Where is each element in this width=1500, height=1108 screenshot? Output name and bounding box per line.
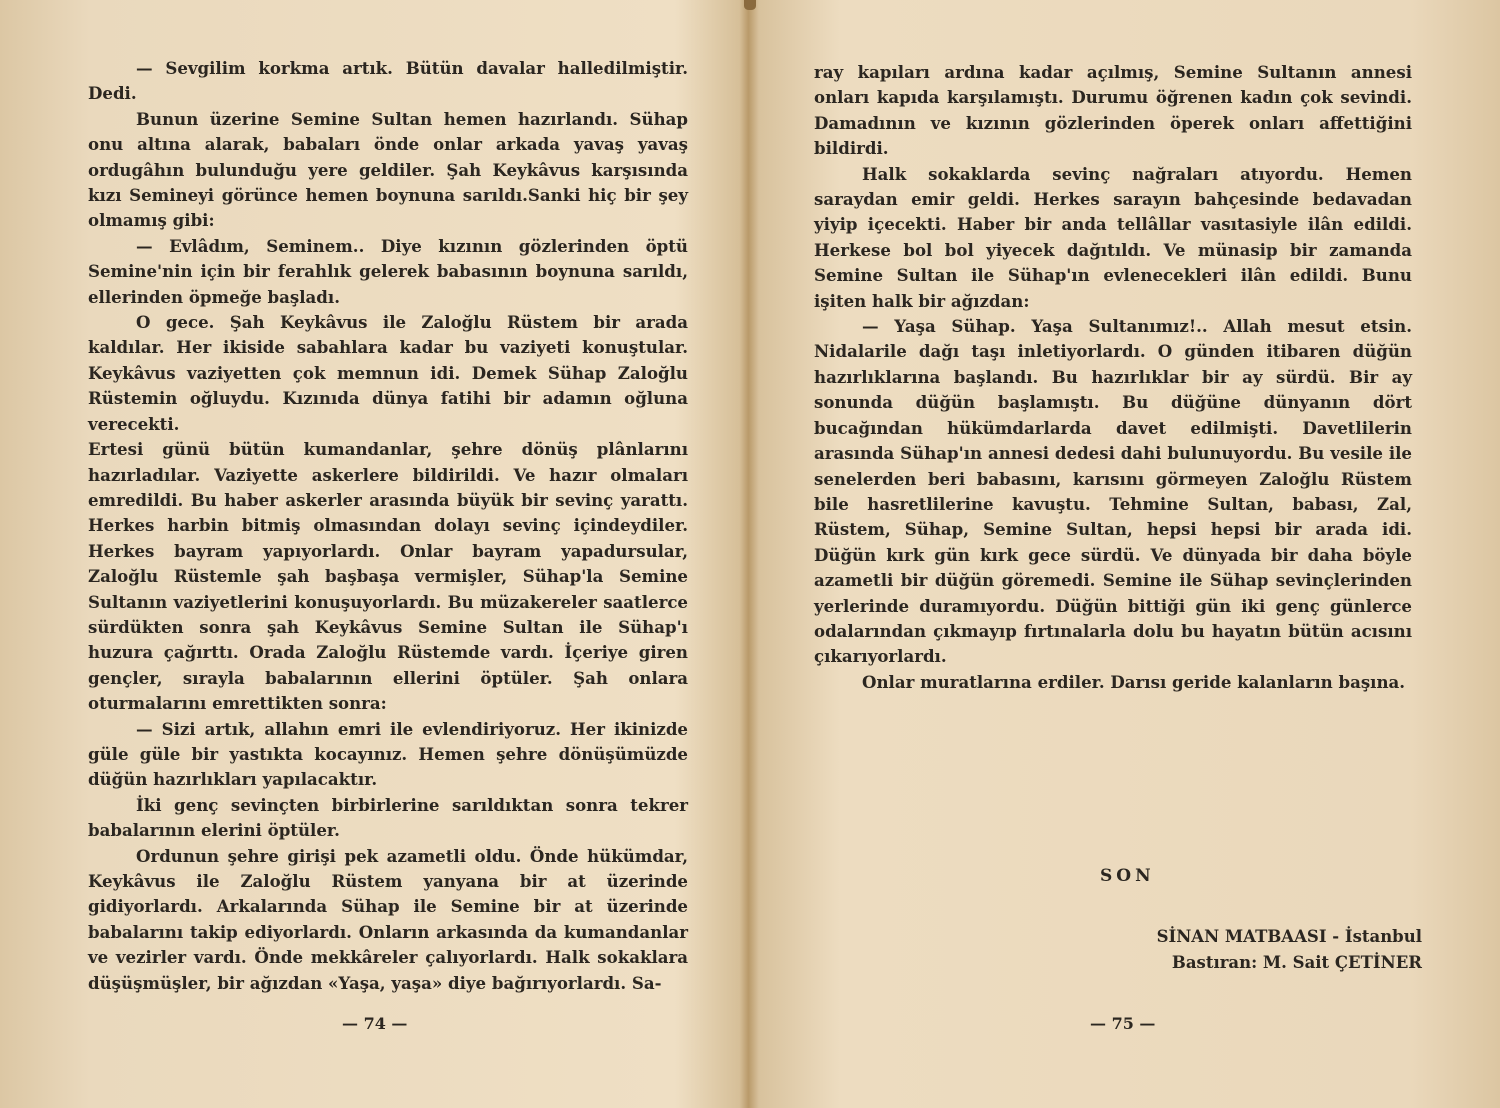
end-mark: SON bbox=[1100, 866, 1155, 886]
paragraph: Onlar muratlarına erdiler. Darısı geride kalanların başına. bbox=[862, 671, 1406, 692]
paragraph: Halk sokaklarda sevinç nağraları atıyordu. Hemen saraydan emir geldi. Herkes sarayın bahçesinde bedavadan yiyip içecekti. Haber bir anda tellâllar vasıtasiyle ilân edildi. Herkese bol bol yiyecek dağıtıldı. Ve münasip bir zamanda Semine Sultan ile Sühap'ın evlenecekleri ilân edildi. Bunu işiten halk bir ağızdan: bbox=[814, 163, 1412, 311]
paragraph: — Evlâdım, Seminem.. Diye kızının gözlerinden öptü Semine'nin için bir ferahlık gelerek babasının boynuna sarıldı, ellerinden öpmeğe başladı. bbox=[88, 235, 688, 307]
paragraph: — Sevgilim korkma artık. Bütün davalar halledilmiştir. Dedi. bbox=[88, 58, 688, 104]
page-number: — 75 — bbox=[1090, 1014, 1156, 1033]
paragraph: — Yaşa Sühap. Yaşa Sultanımız!.. Allah mesut etsin. Nidalarile dağı taşı inletiyorlardı. O günden itibaren düğün hazırlıklarına başlandı. Bu hazırlıklar bir ay sürdü. Bir ay sonunda düğün başlamıştı. Bu düğüne dünyanın dört bucağından hükümdarlarda davet edilmişti. Davetlilerin arasında Sühap'ın annesi dedesi dahi bulunuyordu. Bu vesile ile senelerden beri babasını, karısını görmeyen Zaloğlu Rüstem bile hasretlilerine kavuştu. Tehmine Sultan, babası, Zal, Rüstem, Sühap, Semine Sultan, hepsi hepsi bir arada idi. Düğün kırk gün kırk gece sürdü. Ve dünyada bir daha böyle azametli bir düğün göremedi. Semine ile Sühap sevinçlerinden yerlerinde duramıyordu. Düğün bittiği gün iki genç günlerce odalarından çıkmayıp fırtınalarla dolu bu hayatın bütün acısını çıkarıyorlardı. bbox=[814, 316, 1412, 667]
paragraph: O gece. Şah Keykâvus ile Zaloğlu Rüstem bir arada kaldılar. Her ikiside sabahlara kadar bu vaziyeti konuştular. Keykâvus vaziyetten çok memnun idi. Demek Sühap Zaloğlu Rüstemin oğluydu. Kızınıda dünya fatihi bir adamın oğluna verecekti. bbox=[88, 312, 688, 434]
imprint bbox=[1132, 924, 1422, 976]
paragraph: ray kapıları ardına kadar açılmış, Semine Sultanın annesi onları kapıda karşılamıştı. Durumu öğrenen kadın çok sevindi. Damadının ve kızının gözlerinden öperek onları affettiğini bildirdi. bbox=[814, 62, 1412, 159]
paragraph: — Sizi artık, allahın emri ile evlendiriyoruz. Her ikinizde güle güle bir yastıkta kocayınız. Hemen şehre dönüşümüzde düğün hazırlıkları yapılacaktır. bbox=[88, 718, 688, 790]
paragraph: Ordunun şehre girişi pek azametli oldu. Önde hükümdar, Keykâvus ile Zaloğlu Rüstem yanyana bir at üzerinde gidiyorlardı. Arkalarında Sühap ile Semine bir at üzerinde babalarını takip ediyorlardı. Onların arkasında da kumandanlar ve vezirler vardı. Önde mekkâreler çalıyorlardı. Halk sokaklara düşüşmüşler, bir ağızdan «Yaşa, yaşa» diye bağırıyorlardı. Sa- bbox=[88, 845, 688, 993]
left-page bbox=[0, 0, 748, 1108]
printed-by-line: Bastıran: M. Sait ÇETİNER bbox=[1171, 953, 1422, 972]
page-number: — 74 — bbox=[342, 1014, 408, 1033]
paragraph: Ertesi günü bütün kumandanlar, şehre dönüş plânlarını hazırladılar. Vaziyette askerlere bildirildi. Ve hazır olmaları emredildi. Bu haber askerler arasında büyük bir sevinç yarattı. Herkes harbin bitmiş olmasından dolayı sevinç içindeydiler. Herkes bayram yapıyorlardı. Onlar bayram yapadursular, Zaloğlu Rüstemle şah başbaşa vermişler, Sühap'la Semine Sultanın vaziyetlerini konuşuyorlardı. Bu müzakereler saatlerce sürdükten sonra şah Keykâvus Semine Sultan ile Sühap'ı huzura çağırttı. Orada Zaloğlu Rüstemde vardı. İçeriye giren gençler, sırayla babalarının ellerini öptüler. Şah onlara oturmalarını emrettikten sonra: bbox=[88, 439, 688, 714]
paragraph: Bunun üzerine Semine Sultan hemen hazırlandı. Sühap onu altına alarak, babaları önde onlar arkada yavaş yavaş ordugâhın bulunduğu yere geldiler. Şah Keykâvus karşısında kızı Semineyi görünce hemen boynuna sarıldı.Sanki hiç bir şey olmamış gibi: bbox=[88, 108, 688, 231]
right-page-text bbox=[814, 60, 1412, 695]
printer-line: SİNAN MATBAASI - İstanbul bbox=[1156, 927, 1422, 946]
paragraph: İki genç sevinçten birbirlerine sarıldıktan sonra tekrer babalarının elerini öptüler. bbox=[88, 794, 688, 841]
left-page-text bbox=[88, 56, 688, 996]
right-page bbox=[752, 0, 1500, 1108]
